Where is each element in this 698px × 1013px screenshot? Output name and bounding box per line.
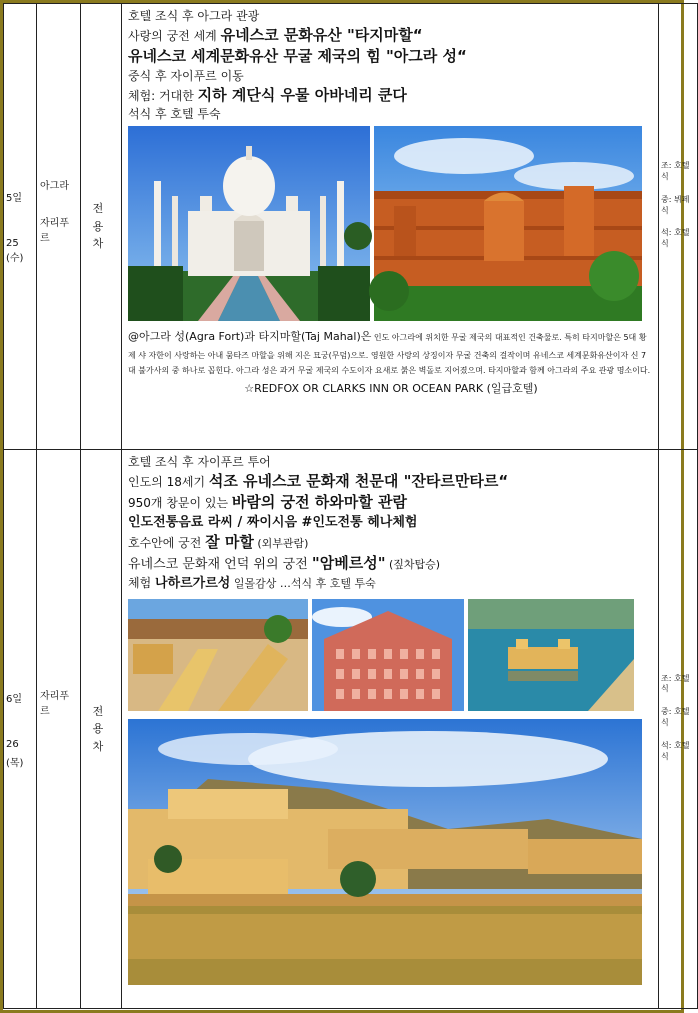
day6-line4: 인도전통음료 라씨 / 짜이시음 #인도전통 헤나체험 [128, 514, 418, 530]
day6-transport: 전용차 [92, 704, 110, 753]
day6-line5a: 호수안에 궁전 [128, 536, 206, 551]
day6-meal-breakfast: 조: 호텔식 [661, 673, 690, 694]
day6-line2b: 석조 유네스코 문화재 천문대 "잔타르만타르“ [208, 472, 509, 491]
day5-day: 5일 [6, 193, 23, 204]
day6-transport-cell [81, 450, 122, 1009]
day5-line2b: 유네스코 문화유산 "타지마할“ [220, 26, 423, 45]
day5-desc-lead: @아그라 성(Agra Fort)과 타지마할(Taj Mahal)은 [128, 329, 372, 343]
day5-desc-body: 인도 아그라에 위치한 무굴 제국의 대표적인 건축물로. 특히 타지마할은 5대 황제 샤 자한이 사랑하는 아내 뭄타즈 마할을 위해 지은 묘궁(무덤)으로. 영원한 사랑의 상징이자 무굴 건축의 걸작이며 유네스코 세계문화유산이자 신 7대 불가사의 중 하나로 꼽힌다. 아그라 성은 과거 무굴 제국의 수도이자 요새로 붉은 벽돌로 지어졌으며. 타지마할과 함께 아그라의 주요 관광 명소이다. [128, 332, 651, 376]
day5-schedule-cell [122, 4, 659, 450]
day6-line3a: 950개 창문이 있는 [128, 496, 232, 511]
day5-date: 25 [6, 238, 19, 249]
day6-photos-top [128, 599, 654, 711]
day6-line6a: 유네스코 문화재 언덕 위의 궁전 [128, 557, 312, 573]
day6-day: 6일 [6, 693, 23, 705]
day6-line7b: 나하르가르성 [155, 575, 231, 591]
day5-hotel: ☆REDFOX OR CLARKS INN OR OCEAN PARK (일급호텔) [244, 382, 538, 396]
day5-photos [128, 126, 654, 321]
amber-fort-photo [128, 719, 642, 985]
day6-line2a: 인도의 18세기 [128, 475, 209, 490]
agra-fort-photo [374, 126, 642, 321]
day5-meal-breakfast: 조: 호텔식 [661, 161, 690, 181]
day6-line1: 호텔 조식 후 자이푸르 투어 [128, 455, 271, 469]
day6-meal-lunch: 중: 호텔식 [661, 707, 690, 727]
day5-line5b: 지하 계단식 우물 아바네리 쿤다 [197, 85, 407, 104]
day6-line6b: "암베르성" [311, 554, 386, 573]
day6-meal-dinner: 석: 호텔식 [661, 740, 690, 761]
itinerary-table [3, 3, 698, 1009]
day6-weekday: (목) [6, 757, 24, 769]
day5-line1: 호텔 조식 후 아그라 관광 [128, 9, 260, 23]
day6-line5c: (외부관람) [253, 537, 309, 551]
day5-place-cell [37, 4, 81, 450]
day5-line3: 유네스코 세계문화유산 무굴 제국의 힘 "아그라 성“ [128, 47, 467, 66]
day6-line5b: 잘 마할 [205, 533, 254, 552]
day5-transport: 전용차 [92, 202, 110, 251]
day6-date: 26 [6, 738, 19, 750]
day6-line7c: 일몰감상 …석식 후 호텔 투숙 [230, 576, 376, 590]
day5-meal-lunch: 중: 뷔페식 [661, 194, 690, 215]
day5-transport-cell [81, 4, 122, 450]
day5-description [128, 327, 652, 378]
day5-day-cell [4, 4, 37, 450]
day6-line6c: (짚차탑승) [385, 558, 441, 572]
day5-line2a: 사랑의 궁전 세계 [128, 29, 221, 44]
day5-line5a: 체험: 거대한 [128, 88, 198, 103]
day5-meal-dinner: 석: 호텔식 [661, 228, 690, 249]
day5-row [4, 4, 698, 450]
day6-day-cell [4, 450, 37, 1009]
day5-place1: 아그라 [40, 181, 69, 192]
day6-schedule-cell [122, 450, 659, 1009]
taj-mahal-photo [128, 126, 370, 321]
jantar-mantar-photo [128, 599, 308, 711]
day5-place2: 자리푸르 [40, 218, 69, 244]
day5-line6: 석식 후 호텔 투숙 [128, 106, 221, 121]
day6-meals-cell [659, 450, 698, 1009]
hawa-mahal-photo [312, 599, 464, 711]
day6-place: 자리푸르 [40, 691, 69, 717]
day6-line7a: 체험 [128, 575, 155, 590]
day6-place-cell [37, 450, 81, 1009]
day5-line4: 중식 후 자이푸르 이동 [128, 68, 244, 83]
day6-row [4, 450, 698, 1009]
day5-weekday: (수) [6, 253, 24, 264]
day6-line3b: 바람의 궁전 하와마할 관람 [231, 493, 407, 512]
day5-meals-cell [659, 4, 698, 450]
jal-mahal-photo [468, 599, 634, 711]
